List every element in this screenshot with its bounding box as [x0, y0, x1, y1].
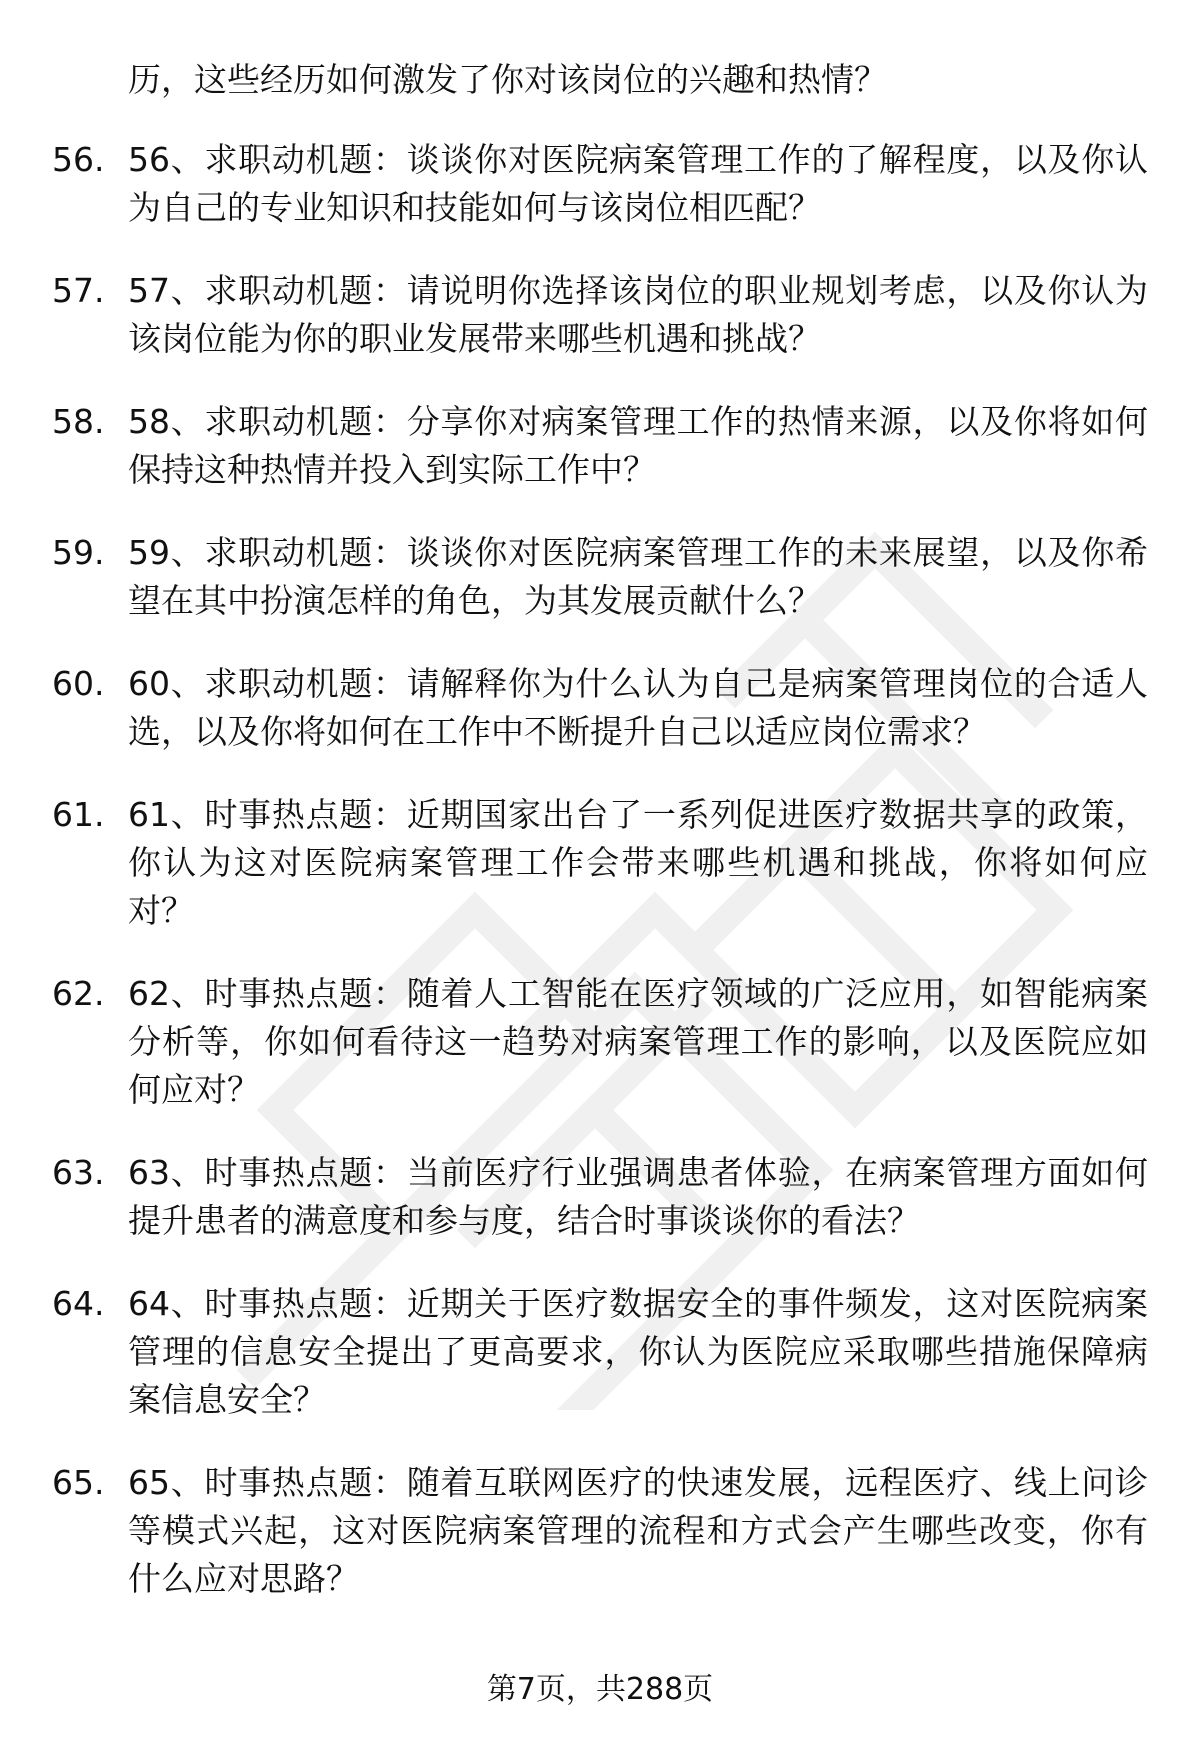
list-item	[0, 660, 1200, 756]
list-item	[0, 398, 1200, 494]
question-number: 61.	[52, 795, 105, 834]
question-text: 65、时事热点题：随着互联网医疗的快速发展，远程医疗、线上问诊等模式兴起，这对医院病案管理的流程和方式会产生哪些改变，你有什么应对思路？	[128, 1463, 1148, 1598]
continuation-text: 历，这些经历如何激发了你对该岗位的兴趣和热情？	[128, 60, 887, 99]
list-item	[0, 1459, 1200, 1603]
list-item	[0, 136, 1200, 232]
question-text: 60、求职动机题：请解释你为什么认为自己是病案管理岗位的合适人选，以及你将如何在工作中不断提升自己以适应岗位需求？	[128, 664, 1148, 751]
question-number: 60.	[52, 664, 105, 703]
question-text: 56、求职动机题：谈谈你对医院病案管理工作的了解程度，以及你认为自己的专业知识和技能如何与该岗位相匹配？	[128, 140, 1148, 227]
question-number: 58.	[52, 402, 105, 441]
question-number: 56.	[52, 140, 105, 179]
question-number: 63.	[52, 1153, 105, 1192]
question-text: 57、求职动机题：请说明你选择该岗位的职业规划考虑，以及你认为该岗位能为你的职业发展带来哪些机遇和挑战？	[128, 271, 1148, 358]
question-number: 59.	[52, 533, 105, 572]
question-number: 64.	[52, 1284, 105, 1323]
question-number: 62.	[52, 974, 105, 1013]
question-text: 62、时事热点题：随着人工智能在医疗领域的广泛应用，如智能病案分析等，你如何看待这一趋势对病案管理工作的影响，以及医院应如何应对？	[128, 974, 1148, 1109]
question-number: 57.	[52, 271, 105, 310]
question-number: 65.	[52, 1463, 105, 1502]
list-item	[0, 1280, 1200, 1424]
question-text: 64、时事热点题：近期关于医疗数据安全的事件频发，这对医院病案管理的信息安全提出了更高要求，你认为医院应采取哪些措施保障病案信息安全？	[128, 1284, 1148, 1419]
page-footer: 第7页，共288页	[486, 1672, 714, 1707]
list-item	[0, 970, 1200, 1114]
list-item	[0, 529, 1200, 625]
question-text: 61、时事热点题：近期国家出台了一系列促进医疗数据共享的政策，你认为这对医院病案管理工作会带来哪些机遇和挑战，你将如何应对？	[128, 795, 1148, 930]
list-item	[0, 1149, 1200, 1245]
question-text: 59、求职动机题：谈谈你对医院病案管理工作的未来展望，以及你希望在其中扮演怎样的角色，为其发展贡献什么？	[128, 533, 1148, 620]
question-list	[0, 136, 1200, 1638]
list-item	[0, 791, 1200, 935]
list-item	[0, 267, 1200, 363]
question-text: 63、时事热点题：当前医疗行业强调患者体验，在病案管理方面如何提升患者的满意度和参与度，结合时事谈谈你的看法？	[128, 1153, 1148, 1240]
question-text: 58、求职动机题：分享你对病案管理工作的热情来源，以及你将如何保持这种热情并投入到实际工作中？	[128, 402, 1148, 489]
